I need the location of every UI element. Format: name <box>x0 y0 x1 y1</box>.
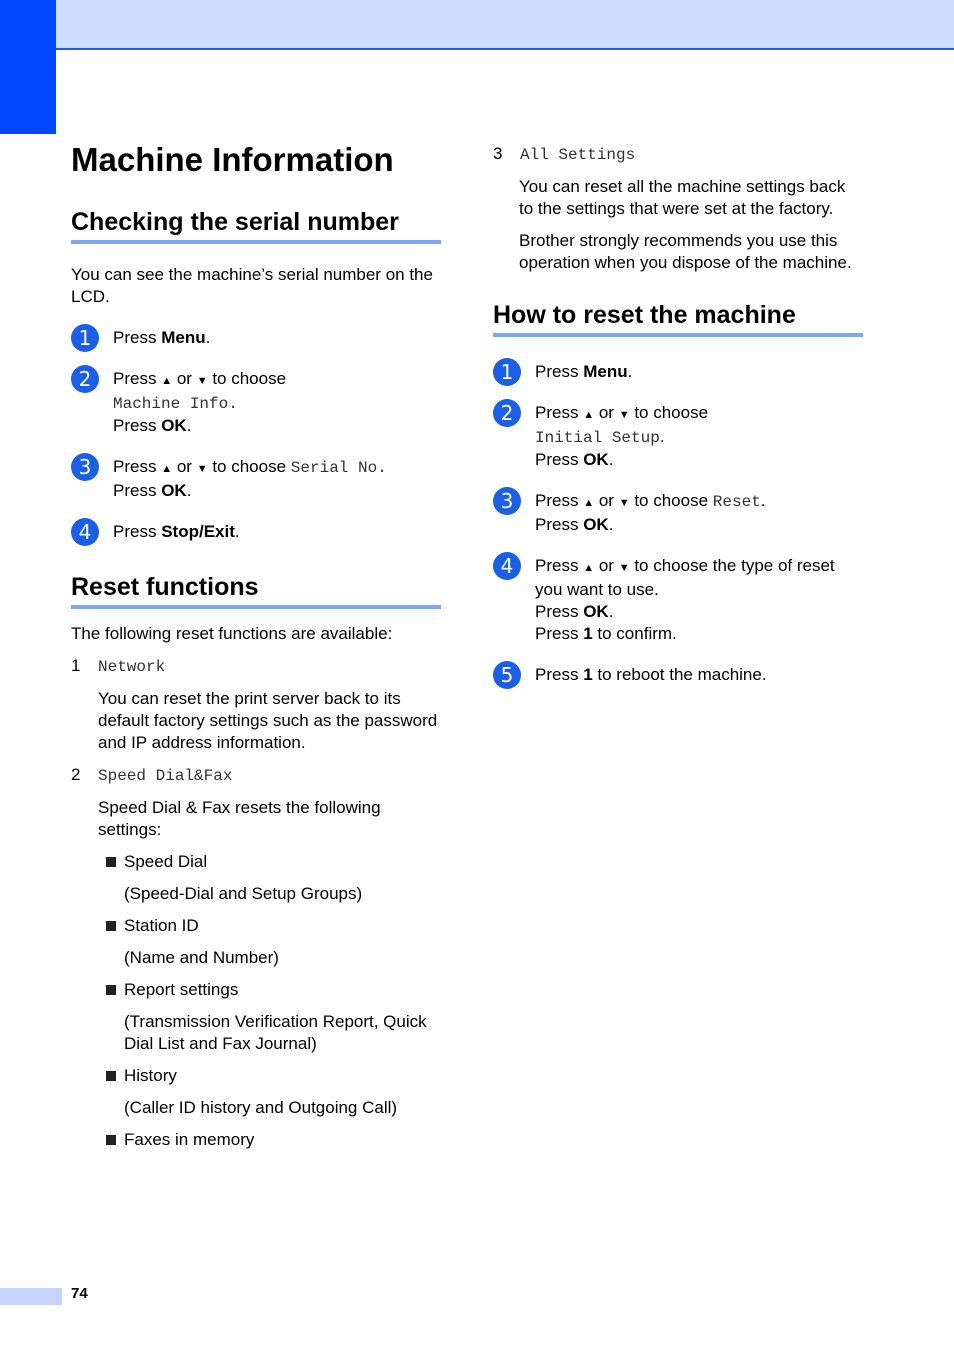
step-number-badge: 3 <box>71 453 99 481</box>
bullet-item: Faxes in memory <box>71 1129 441 1151</box>
step-number-badge: 3 <box>493 487 521 515</box>
step-number-badge: 4 <box>493 552 521 580</box>
up-arrow-icon: ▲ <box>583 497 595 509</box>
lcd-option: Reset <box>712 493 761 511</box>
bullet-item: History <box>71 1065 441 1087</box>
serial-step-1: 1 Press Menu. <box>71 327 441 349</box>
bullet-sub: (Caller ID history and Outgoing Call) <box>124 1098 398 1117</box>
lcd-option: Serial No. <box>290 459 387 477</box>
reset-function-note: Brother strongly recommends you use this operation when you dispose of the machine. <box>519 231 852 272</box>
bullet-square-icon <box>106 857 116 867</box>
lcd-option: Machine Info. <box>113 395 238 413</box>
reset-step-1: 1 Press Menu. <box>493 361 863 383</box>
reset-function-desc: You can reset all the machine settings back to the settings that were set at the factory. <box>519 177 846 218</box>
bullet-square-icon <box>106 985 116 995</box>
step-number-badge: 1 <box>493 358 521 386</box>
down-arrow-icon: ▼ <box>196 463 208 475</box>
reset-function-item: 3 All Settings <box>493 144 636 164</box>
page-title: Machine Information <box>71 141 394 178</box>
down-arrow-icon: ▼ <box>196 375 208 387</box>
reset-step-3: 3 Press ▲ or ▼ to choose Reset. Press OK. <box>493 490 863 536</box>
bullet-item: Report settings <box>71 979 441 1001</box>
up-arrow-icon: ▲ <box>583 409 595 421</box>
step-number-badge: 5 <box>493 661 521 689</box>
bullet-square-icon <box>106 1135 116 1145</box>
down-arrow-icon: ▼ <box>618 409 630 421</box>
reset-functions-heading: Reset functions <box>71 572 441 609</box>
bullet-sub: (Speed-Dial and Setup Groups) <box>124 884 363 903</box>
serial-step-3: 3 Press ▲ or ▼ to choose Serial No. Press OK. <box>71 456 441 502</box>
bullet-item: Station ID <box>71 915 441 937</box>
step-number-badge: 1 <box>71 324 99 352</box>
serial-intro: You can see the machine’s serial number on the LCD. <box>71 265 433 306</box>
reset-function-desc: Speed Dial & Fax resets the following settings: <box>98 798 381 839</box>
left-column <box>71 138 441 1151</box>
up-arrow-icon: ▲ <box>161 375 173 387</box>
up-arrow-icon: ▲ <box>583 562 595 574</box>
reset-function-name: All Settings <box>520 146 636 164</box>
right-column <box>493 143 863 686</box>
top-header-band <box>56 0 954 50</box>
reset-step-2: 2 Press ▲ or ▼ to choose Initial Setup. Press OK. <box>493 402 863 471</box>
footer-bar <box>0 1288 62 1305</box>
bullet-sub: (Transmission Verification Report, Quick Dial List and Fax Journal) <box>124 1012 427 1053</box>
up-arrow-icon: ▲ <box>161 463 173 475</box>
reset-functions-intro: The following reset functions are available: <box>71 624 393 643</box>
reset-function-item: 2 Speed Dial&Fax <box>71 765 233 785</box>
reset-step-5: 5 Press 1 to reboot the machine. <box>493 664 863 686</box>
reset-step-4: 4 Press ▲ or ▼ to choose the type of reset you want to use. Press OK. Press 1 to confirm. <box>493 555 863 645</box>
serial-step-2: 2 Press ▲ or ▼ to choose Machine Info. Press OK. <box>71 368 441 437</box>
reset-function-item: 1 Network <box>71 656 166 676</box>
bullet-sub: (Name and Number) <box>124 948 279 967</box>
lcd-option: Initial Setup <box>535 429 660 447</box>
step-number-badge: 2 <box>71 365 99 393</box>
bullet-item: Speed Dial <box>71 851 441 873</box>
serial-step-4: 4 Press Stop/Exit. <box>71 521 441 543</box>
reset-function-name: Network <box>98 658 166 676</box>
page-number: 74 <box>71 1285 88 1302</box>
reset-function-desc: You can reset the print server back to its default factory settings such as the password and IP address information. <box>98 689 438 752</box>
down-arrow-icon: ▼ <box>618 562 630 574</box>
chapter-side-tab <box>0 0 56 134</box>
down-arrow-icon: ▼ <box>618 497 630 509</box>
bullet-square-icon <box>106 1071 116 1081</box>
bullet-square-icon <box>106 921 116 931</box>
step-number-badge: 4 <box>71 518 99 546</box>
step-number-badge: 2 <box>493 399 521 427</box>
how-to-reset-heading: How to reset the machine <box>493 300 863 337</box>
reset-function-name: Speed Dial&Fax <box>98 767 233 785</box>
serial-heading: Checking the serial number <box>71 207 441 244</box>
